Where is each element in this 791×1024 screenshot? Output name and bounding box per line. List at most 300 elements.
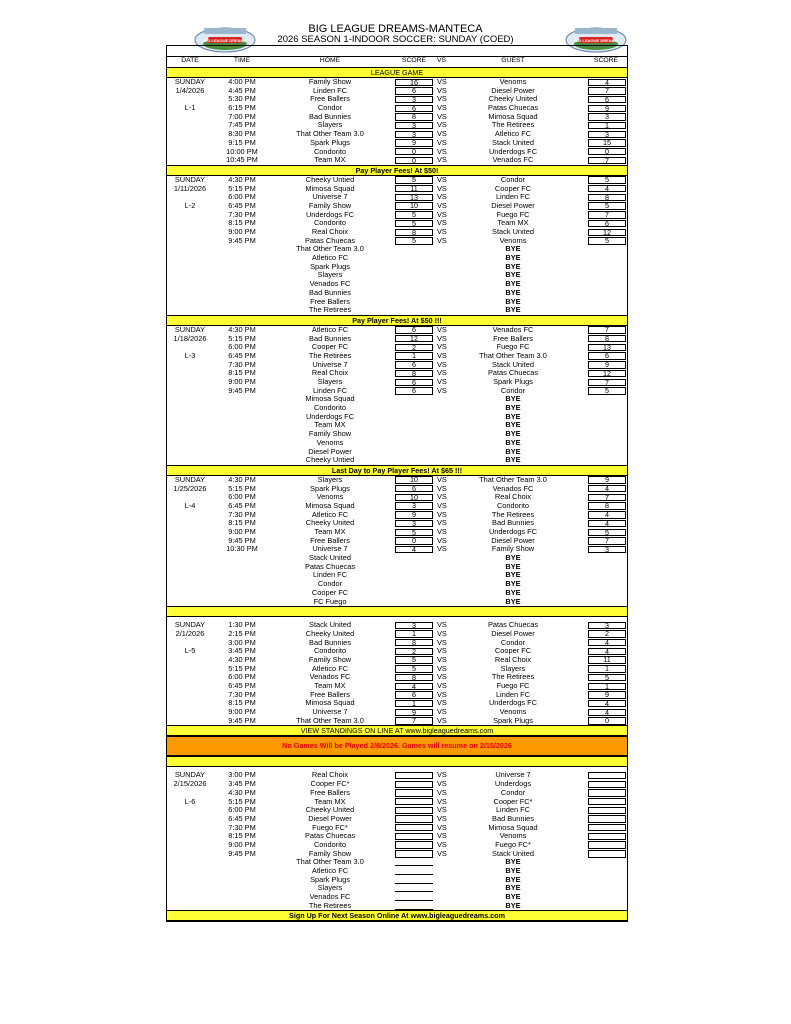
game-time: 3:45 PM xyxy=(228,779,256,789)
game-time: 9:00 PM xyxy=(228,377,256,386)
home-team: That Other Team 3.0 xyxy=(296,129,364,139)
home-score xyxy=(395,850,433,857)
week-block xyxy=(167,476,627,617)
bye-label: BYE xyxy=(505,403,521,413)
vs-label: VS xyxy=(437,368,447,378)
vs-label: VS xyxy=(437,779,447,789)
home-score: 5 xyxy=(395,211,433,218)
home-score: 11 xyxy=(395,185,433,192)
home-score: 8 xyxy=(395,370,433,377)
guest-team: Diesel Power xyxy=(491,628,535,638)
standings-banner: VIEW STANDINGS ON LINE AT www.bigleaguedreams.com xyxy=(167,725,627,736)
game-row xyxy=(167,850,627,859)
guest-team: Slayers xyxy=(500,663,526,673)
home-team: Universe 7 xyxy=(312,707,348,717)
game-time: 5:15 PM xyxy=(228,796,256,806)
home-score: 8 xyxy=(395,674,433,681)
weeks-container xyxy=(167,78,627,921)
guest-score xyxy=(588,772,626,779)
game-time: 6:00 PM xyxy=(228,672,256,682)
vs-label: VS xyxy=(437,509,447,519)
game-time: 4:45 PM xyxy=(228,85,256,95)
game-time: 7:30 PM xyxy=(228,209,256,219)
guest-score xyxy=(588,833,626,840)
game-time: 9:45 PM xyxy=(228,848,256,858)
game-time: 6:45 PM xyxy=(228,200,256,210)
home-score: 6 xyxy=(395,87,433,94)
bye-label: BYE xyxy=(505,587,521,597)
col-time: TIME xyxy=(233,57,251,64)
bye-row xyxy=(167,404,627,413)
home-score xyxy=(395,772,433,779)
home-score: 6 xyxy=(395,361,433,368)
guest-team: Mimosa Squad xyxy=(488,822,538,832)
guest-score: 8 xyxy=(588,502,626,509)
home-score: 4 xyxy=(395,683,433,690)
bye-row xyxy=(167,263,627,272)
week-day: SUNDAY xyxy=(174,770,206,780)
game-time: 7:30 PM xyxy=(228,822,256,832)
bye-row xyxy=(167,580,627,589)
guest-score: 7 xyxy=(588,157,626,164)
guest-score: 2 xyxy=(588,630,626,637)
vs-label: VS xyxy=(437,227,447,236)
vs-label: VS xyxy=(437,94,447,104)
guest-score xyxy=(588,781,626,788)
home-score: 1 xyxy=(395,700,433,707)
vs-label: VS xyxy=(437,483,447,493)
game-time: 7:00 PM xyxy=(228,111,256,121)
game-time: 9:15 PM xyxy=(228,137,256,147)
home-team: Cheeky United xyxy=(305,628,355,638)
game-time: 6:00 PM xyxy=(228,342,256,352)
guest-score: 5 xyxy=(588,202,626,209)
bye-row xyxy=(167,456,627,465)
fees-banner: Pay Player Fees! At $50! xyxy=(167,165,627,176)
home-score: 5 xyxy=(395,656,433,663)
guest-team: Atletico FC xyxy=(494,129,532,139)
vs-label: VS xyxy=(437,129,447,139)
guest-score: 6 xyxy=(588,220,626,227)
vs-label: VS xyxy=(437,805,447,815)
home-score xyxy=(395,789,433,796)
bye-team: Patas Chuecas xyxy=(304,561,356,571)
vs-label: VS xyxy=(437,492,447,502)
bye-team: Atletico FC xyxy=(311,866,349,875)
bye-team: Spark Plugs xyxy=(310,874,350,884)
home-score: 13 xyxy=(395,194,433,201)
week-day: SUNDAY xyxy=(174,174,206,184)
home-score: 6 xyxy=(395,485,433,492)
bye-team: The Retirees xyxy=(308,305,352,315)
game-time: 7:30 PM xyxy=(228,689,256,699)
bye-team: Condorito xyxy=(313,403,347,413)
bye-row xyxy=(167,589,627,598)
bye-team: Mimosa Squad xyxy=(305,394,355,404)
bye-label: BYE xyxy=(505,437,521,447)
guest-team: Linden FC xyxy=(495,689,531,699)
guest-score xyxy=(588,841,626,848)
game-time: 8:15 PM xyxy=(228,218,256,228)
home-score: 4 xyxy=(395,546,433,553)
vs-label: VS xyxy=(437,103,447,113)
bye-label: BYE xyxy=(505,455,521,465)
home-score: 10 xyxy=(395,476,433,483)
home-score: 0 xyxy=(395,148,433,155)
bye-row xyxy=(167,867,627,876)
vs-label: VS xyxy=(437,111,447,121)
bye-row xyxy=(167,598,627,607)
guest-score: 9 xyxy=(588,476,626,483)
bye-row xyxy=(167,280,627,289)
guest-team: Underdogs xyxy=(494,779,532,789)
vs-label: VS xyxy=(437,839,447,849)
week-date: 1/25/2026 xyxy=(173,483,207,493)
guest-score: 1 xyxy=(588,122,626,129)
bye-label: BYE xyxy=(505,857,521,867)
home-team: Fuego FC* xyxy=(312,822,348,832)
vs-label: VS xyxy=(437,385,447,395)
vs-label: VS xyxy=(437,628,447,638)
guest-team: Venoms xyxy=(499,707,527,717)
guest-score: 7 xyxy=(588,537,626,544)
bye-label: BYE xyxy=(505,553,521,563)
guest-team: The Retirees xyxy=(491,509,535,519)
guest-score: 7 xyxy=(588,379,626,386)
guest-score: 7 xyxy=(588,87,626,94)
bye-team: Bad Bunnies xyxy=(309,287,351,297)
vs-label: VS xyxy=(437,831,447,841)
vs-label: VS xyxy=(437,544,447,554)
home-team: Condorito xyxy=(313,646,347,656)
home-score: 6 xyxy=(395,379,433,386)
guest-score: 0 xyxy=(588,717,626,724)
home-score: 8 xyxy=(395,229,433,236)
guest-score: 7 xyxy=(588,494,626,501)
guest-score: 4 xyxy=(588,639,626,646)
bye-team: Free Ballers xyxy=(310,296,350,306)
home-team: Real Choix xyxy=(311,770,349,780)
page-title: BIG LEAGUE DREAMS-MANTECA xyxy=(308,23,483,35)
guest-team: Venados FC xyxy=(492,324,534,334)
bye-team: Venados FC xyxy=(309,892,351,902)
home-score xyxy=(395,781,433,788)
guest-score: 6 xyxy=(588,352,626,359)
vs-label: VS xyxy=(437,350,447,360)
guest-score: 12 xyxy=(588,370,626,377)
bye-label: BYE xyxy=(505,429,521,439)
home-team: Bad Bunnies xyxy=(309,111,351,121)
vs-label: VS xyxy=(437,209,447,219)
guest-score: 4 xyxy=(588,79,626,86)
game-time: 8:30 PM xyxy=(228,129,256,139)
home-team: Cheeky United xyxy=(305,518,355,528)
vs-label: VS xyxy=(437,474,447,484)
game-time: 6:45 PM xyxy=(228,500,256,510)
top-spacer xyxy=(167,46,627,57)
week-date: 2/15/2026 xyxy=(173,779,207,789)
vs-label: VS xyxy=(437,672,447,682)
vs-label: VS xyxy=(437,796,447,806)
vs-label: VS xyxy=(437,715,447,725)
guest-score: 6 xyxy=(588,96,626,103)
home-team: Atletico FC xyxy=(311,509,349,519)
bye-label: BYE xyxy=(505,411,521,421)
game-time: 5:30 PM xyxy=(228,94,256,104)
guest-team: Condor xyxy=(500,174,526,184)
guest-score: 7 xyxy=(588,211,626,218)
guest-team: Team MX xyxy=(497,218,529,228)
bye-row xyxy=(167,876,627,885)
home-team: Venoms xyxy=(316,492,344,502)
bye-row xyxy=(167,395,627,404)
guest-team: Diesel Power xyxy=(491,85,535,95)
vs-label: VS xyxy=(437,174,447,184)
bye-team: Venoms xyxy=(316,437,344,447)
home-score xyxy=(395,824,433,831)
guest-score: 4 xyxy=(588,185,626,192)
bye-row xyxy=(167,554,627,563)
home-score: 3 xyxy=(395,122,433,129)
week-block xyxy=(167,767,627,921)
guest-score: 3 xyxy=(588,622,626,629)
guest-score: 15 xyxy=(588,139,626,146)
week-block xyxy=(167,326,627,476)
col-home: HOME xyxy=(319,57,341,64)
bye-team: Atletico FC xyxy=(311,253,349,263)
vs-label: VS xyxy=(437,155,447,165)
game-time: 6:00 PM xyxy=(228,492,256,502)
home-team: Mimosa Squad xyxy=(305,698,355,708)
home-team: Family Show xyxy=(308,654,352,664)
home-score: 9 xyxy=(395,511,433,518)
home-team: Team MX xyxy=(314,681,346,690)
game-time: 6:45 PM xyxy=(228,813,256,823)
home-score: 5 xyxy=(395,220,433,227)
week-day: SUNDAY xyxy=(174,324,206,334)
vs-label: VS xyxy=(437,681,447,690)
home-score: 3 xyxy=(395,520,433,527)
game-time: 10:30 PM xyxy=(226,544,258,554)
home-team: Universe 7 xyxy=(312,359,348,369)
bye-team: Cooper FC xyxy=(311,587,349,597)
home-score: 2 xyxy=(395,344,433,351)
vs-label: VS xyxy=(437,183,447,193)
vs-label: VS xyxy=(437,770,447,780)
bye-team: Condor xyxy=(317,579,343,589)
home-team: Slayers xyxy=(317,474,343,484)
week-date: 1/18/2026 xyxy=(173,333,207,343)
guest-team: Spark Plugs xyxy=(493,715,533,725)
column-header xyxy=(167,57,627,68)
bye-row xyxy=(167,448,627,457)
game-time: 7:30 PM xyxy=(228,359,256,369)
game-time: 9:00 PM xyxy=(228,527,256,536)
bye-team: Diesel Power xyxy=(308,446,352,456)
fees-banner: Pay Player Fees! At $50 !!! xyxy=(167,315,627,326)
vs-label: VS xyxy=(437,200,447,210)
game-time: 9:45 PM xyxy=(228,535,256,545)
home-score xyxy=(395,833,433,840)
game-time: 9:45 PM xyxy=(228,235,256,245)
game-time: 2:15 PM xyxy=(228,628,256,638)
guest-score: 4 xyxy=(588,648,626,655)
bye-row xyxy=(167,245,627,254)
bye-row xyxy=(167,563,627,572)
guest-team: Cooper FC xyxy=(494,646,532,656)
guest-team: Venoms xyxy=(499,77,527,86)
no-games-notice: No Games Will be Played 2/8/2026. Games will resume on 2/15/2026 xyxy=(167,736,627,756)
guest-team: The Retirees xyxy=(491,672,535,682)
game-time: 5:15 PM xyxy=(228,483,256,493)
guest-team: Condor xyxy=(500,787,526,797)
week-label: L-2 xyxy=(184,200,196,210)
guest-score: 5 xyxy=(588,176,626,183)
vs-label: VS xyxy=(437,663,447,673)
guest-score: 9 xyxy=(588,361,626,368)
game-time: 3:45 PM xyxy=(228,646,256,656)
week-block xyxy=(167,78,627,176)
bye-label: BYE xyxy=(505,261,521,271)
game-time: 4:30 PM xyxy=(228,654,256,664)
vs-label: VS xyxy=(437,813,447,823)
guest-score xyxy=(588,824,626,831)
week-date: 1/11/2026 xyxy=(173,183,207,193)
home-team: Free Ballers xyxy=(310,787,350,797)
bye-team: Spark Plugs xyxy=(310,261,350,271)
bye-team: Venados FC xyxy=(309,279,351,289)
vs-label: VS xyxy=(437,192,447,202)
home-score: 2 xyxy=(395,648,433,655)
bye-team: Family Show xyxy=(308,429,352,439)
guest-score: 9 xyxy=(588,691,626,698)
home-score: 12 xyxy=(395,335,433,342)
guest-score: 5 xyxy=(588,387,626,394)
guest-score: 11 xyxy=(588,656,626,663)
vs-label: VS xyxy=(437,85,447,95)
bye-team: Slayers xyxy=(317,883,343,893)
game-time: 7:45 PM xyxy=(228,120,256,130)
game-time: 8:15 PM xyxy=(228,698,256,708)
fees-banner: Last Day to Pay Player Fees! At $65 !!! xyxy=(167,465,627,476)
game-time: 6:00 PM xyxy=(228,192,256,202)
bye-label: BYE xyxy=(505,394,521,404)
col-guest-score: SCORE xyxy=(593,57,619,64)
bye-team: Slayers xyxy=(317,270,343,280)
week-label: L-6 xyxy=(184,796,196,806)
bye-label: BYE xyxy=(505,287,521,297)
week-label: L-3 xyxy=(184,350,196,360)
home-score: 1 xyxy=(395,630,433,637)
home-team: Linden FC xyxy=(312,85,348,95)
guest-team: Stack United xyxy=(492,359,534,369)
bye-team: FC Fuego xyxy=(313,596,347,606)
week-block xyxy=(167,176,627,326)
guest-team: Diesel Power xyxy=(491,535,535,545)
home-score: 6 xyxy=(395,387,433,394)
guest-score: 1 xyxy=(588,683,626,690)
game-row xyxy=(167,545,627,554)
home-score: 5 xyxy=(395,237,433,244)
bye-label: BYE xyxy=(505,420,521,430)
guest-score: 7 xyxy=(588,326,626,333)
home-score: 10 xyxy=(395,494,433,501)
bye-row xyxy=(167,289,627,298)
home-team: Cheeky United xyxy=(305,805,355,815)
game-time: 9:00 PM xyxy=(228,707,256,717)
home-team: Patas Chuecas xyxy=(304,831,356,841)
guest-team: Stack United xyxy=(492,137,534,147)
week-day: SUNDAY xyxy=(174,474,206,484)
bye-label: BYE xyxy=(505,579,521,589)
blank-band xyxy=(167,756,627,767)
vs-label: VS xyxy=(437,707,447,717)
bye-label: BYE xyxy=(505,900,521,910)
game-time: 5:15 PM xyxy=(228,333,256,343)
home-team: Spark Plugs xyxy=(310,137,350,147)
bye-row xyxy=(167,271,627,280)
bye-row xyxy=(167,413,627,422)
guest-team: Venados FC xyxy=(492,483,534,493)
vs-label: VS xyxy=(437,518,447,528)
guest-team: That Other Team 3.0 xyxy=(479,350,547,360)
bye-row xyxy=(167,421,627,430)
home-team: Condor xyxy=(317,103,343,113)
home-team: Team MX xyxy=(314,796,346,806)
home-team: Universe 7 xyxy=(312,192,348,202)
home-score: 8 xyxy=(395,113,433,120)
guest-team: Venoms xyxy=(499,235,527,245)
guest-score: 9 xyxy=(588,105,626,112)
game-time: 4:30 PM xyxy=(228,787,256,797)
home-team: Real Choix xyxy=(311,368,349,378)
home-score: 16 xyxy=(395,79,433,86)
vs-label: VS xyxy=(437,637,447,647)
vs-label: VS xyxy=(437,120,447,130)
guest-team: Fuego FC xyxy=(496,342,530,352)
game-time: 10:00 PM xyxy=(226,146,258,156)
guest-team: Bad Bunnies xyxy=(492,813,534,823)
home-score: 7 xyxy=(395,717,433,724)
game-row xyxy=(167,156,627,165)
week-day: SUNDAY xyxy=(174,620,206,630)
game-time: 8:15 PM xyxy=(228,368,256,378)
bye-team: Cheeky Untied xyxy=(305,455,355,465)
guest-score: 3 xyxy=(588,546,626,553)
home-score xyxy=(395,807,433,814)
col-home-score: SCORE xyxy=(401,57,427,64)
guest-team: Mimosa Squad xyxy=(488,111,538,121)
home-team: Condorito xyxy=(313,146,347,156)
bye-label: BYE xyxy=(505,866,521,875)
guest-score: 4 xyxy=(588,511,626,518)
game-time: 5:15 PM xyxy=(228,663,256,673)
week-label: L-5 xyxy=(184,646,196,656)
guest-team: Patas Chuecas xyxy=(487,620,539,630)
bye-label: BYE xyxy=(505,253,521,263)
vs-label: VS xyxy=(437,342,447,352)
guest-score: 3 xyxy=(588,113,626,120)
home-team: Real Choix xyxy=(311,227,349,236)
home-team: Diesel Power xyxy=(308,813,352,823)
game-time: 7:30 PM xyxy=(228,509,256,519)
col-vs: VS xyxy=(437,57,447,64)
bye-team: Team MX xyxy=(314,420,346,430)
week-label: L-4 xyxy=(184,500,196,510)
guest-team: Real Choix xyxy=(494,654,532,664)
game-time: 4:00 PM xyxy=(228,77,256,86)
guest-score: 3 xyxy=(588,131,626,138)
